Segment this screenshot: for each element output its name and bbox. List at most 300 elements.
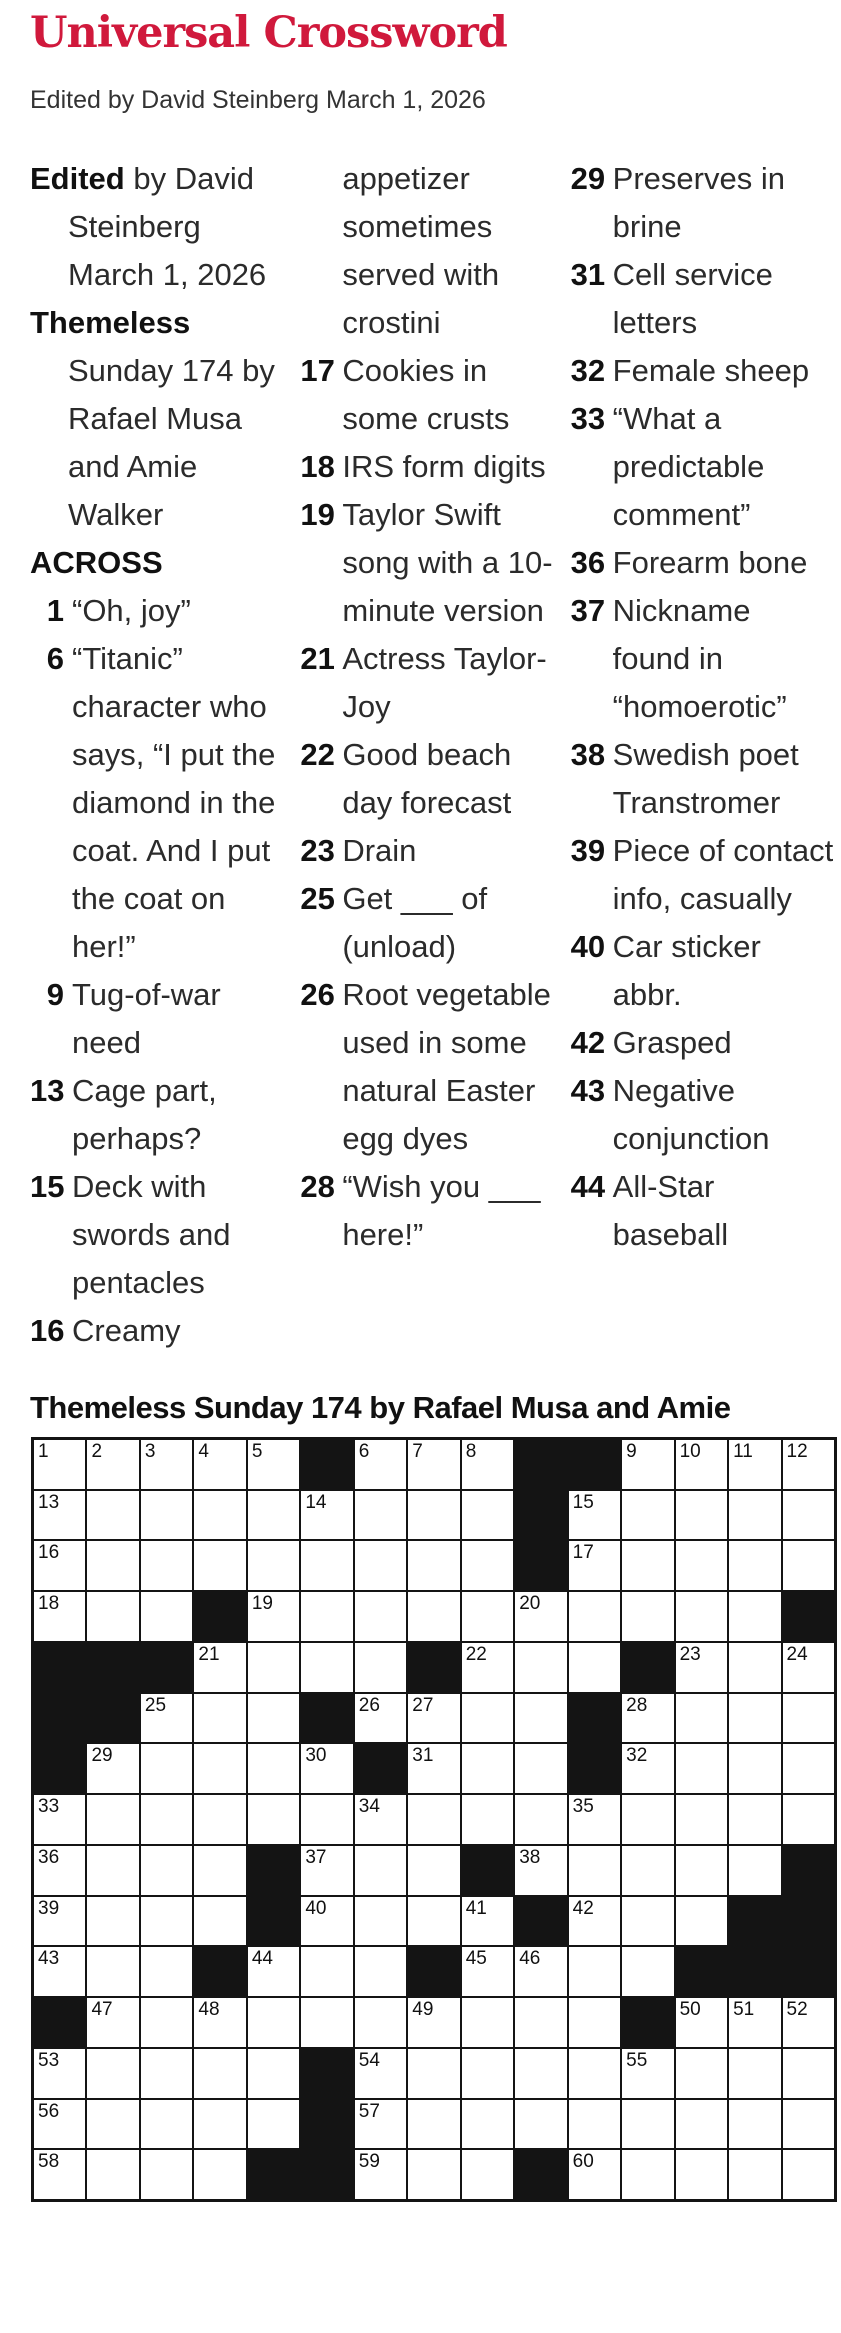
grid-cell-black xyxy=(408,1643,459,1692)
page-title: Universal Crossword xyxy=(30,8,507,58)
cell-number: 18 xyxy=(38,1593,60,1615)
grid-cell[interactable] xyxy=(34,1846,85,1895)
grid-cell[interactable] xyxy=(141,1694,192,1743)
grid-cell[interactable] xyxy=(569,1897,620,1946)
grid-cell[interactable] xyxy=(569,1846,620,1895)
grid-cell[interactable] xyxy=(676,2100,727,2149)
grid-cell[interactable] xyxy=(783,2150,834,2199)
grid-cell[interactable] xyxy=(783,1694,834,1743)
grid-cell[interactable] xyxy=(462,2100,513,2149)
grid-cell[interactable] xyxy=(729,1744,780,1793)
grid-cell[interactable] xyxy=(569,2150,620,2199)
grid-cell[interactable] xyxy=(141,1846,192,1895)
grid-cell[interactable] xyxy=(408,1846,459,1895)
clue-across-36 xyxy=(571,539,835,587)
grid-cell-black xyxy=(569,1744,620,1793)
grid-cell[interactable] xyxy=(248,1440,299,1489)
cell-number: 41 xyxy=(465,1897,487,1919)
clue-across-43 xyxy=(571,1067,835,1163)
grid-cell[interactable] xyxy=(729,2100,780,2149)
grid-cell[interactable] xyxy=(515,1744,566,1793)
clue-across-31 xyxy=(571,251,835,347)
grid-cell[interactable] xyxy=(355,1947,406,1996)
grid-cell[interactable] xyxy=(87,1491,138,1540)
clue-text: Negative conjunction xyxy=(612,1073,770,1156)
grid-cell[interactable] xyxy=(248,1998,299,2047)
grid-cell[interactable] xyxy=(783,1541,834,1590)
clue-across-19 xyxy=(300,491,564,635)
cell-number: 1 xyxy=(38,1441,49,1462)
clue-text: Preserves in brine xyxy=(612,161,785,244)
grid-cell[interactable] xyxy=(783,1795,834,1844)
grid-cell[interactable] xyxy=(34,1897,85,1946)
edited-byline: Edited by David Steinberg March 1, 2026 xyxy=(30,86,486,114)
grid-cell[interactable] xyxy=(355,1998,406,2047)
grid-cell[interactable] xyxy=(408,1795,459,1844)
grid-cell[interactable] xyxy=(676,1694,727,1743)
grid-cell[interactable] xyxy=(462,1491,513,1540)
grid-cell[interactable] xyxy=(408,2049,459,2098)
grid-cell[interactable] xyxy=(194,1795,245,1844)
cell-number: 34 xyxy=(358,1796,380,1818)
grid-cell[interactable] xyxy=(783,1998,834,2047)
grid-cell[interactable] xyxy=(87,1846,138,1895)
grid-cell-black xyxy=(34,1694,85,1743)
grid-cell[interactable] xyxy=(248,1592,299,1641)
clue-text: Piece of contact info, casually xyxy=(612,833,834,916)
clue-number: 23 xyxy=(300,833,335,868)
grid-cell[interactable] xyxy=(141,1795,192,1844)
grid-cell[interactable] xyxy=(622,1897,673,1946)
clue-text: Taylor Swift song with a 10-minute version xyxy=(342,497,553,628)
grid-cell[interactable] xyxy=(622,1947,673,1996)
grid-cell[interactable] xyxy=(355,2100,406,2149)
cell-number: 20 xyxy=(519,1593,541,1615)
grid-cell[interactable] xyxy=(355,2150,406,2199)
grid-cell[interactable] xyxy=(676,1998,727,2047)
grid-cell[interactable] xyxy=(462,1694,513,1743)
clue-number: 43 xyxy=(570,1073,606,1108)
grid-cell[interactable] xyxy=(729,1846,780,1895)
clue-number: 21 xyxy=(300,641,335,676)
grid-cell[interactable] xyxy=(462,1795,513,1844)
grid-cell[interactable] xyxy=(248,1491,299,1540)
cell-number: 52 xyxy=(786,1999,808,2021)
grid-cell[interactable] xyxy=(676,1440,727,1489)
grid-cell[interactable] xyxy=(194,1643,245,1692)
cell-number: 29 xyxy=(91,1745,113,1767)
grid-cell[interactable] xyxy=(194,2150,245,2199)
grid-cell-black xyxy=(462,1846,513,1895)
grid-cell[interactable] xyxy=(515,2100,566,2149)
grid-cell[interactable] xyxy=(355,1643,406,1692)
grid-cell-black xyxy=(569,1694,620,1743)
grid-cell-black xyxy=(783,1592,834,1641)
clue-number: 17 xyxy=(300,353,335,388)
grid-cell[interactable] xyxy=(783,1643,834,1692)
clue-across-37 xyxy=(571,587,835,731)
clue-number: 44 xyxy=(570,1169,606,1204)
grid-cell[interactable] xyxy=(622,1541,673,1590)
grid-cell[interactable] xyxy=(87,2150,138,2199)
grid-cell[interactable] xyxy=(622,2049,673,2098)
grid-cell-black xyxy=(301,1440,352,1489)
grid-cell-black xyxy=(408,1947,459,1996)
grid-cell[interactable] xyxy=(34,1541,85,1590)
grid-cell[interactable] xyxy=(34,1440,85,1489)
grid-cell[interactable] xyxy=(301,1795,352,1844)
grid-cell[interactable] xyxy=(34,1592,85,1641)
cell-number: 42 xyxy=(572,1897,594,1919)
clue-text: Tug-of-war need xyxy=(72,977,221,1060)
grid-cell[interactable] xyxy=(462,1592,513,1641)
grid-cell[interactable] xyxy=(569,1592,620,1641)
grid-cell[interactable] xyxy=(248,2049,299,2098)
grid-cell[interactable] xyxy=(194,1744,245,1793)
clue-across-21 xyxy=(300,635,564,731)
grid-cell[interactable] xyxy=(141,1491,192,1540)
grid-cell-black xyxy=(248,1846,299,1895)
grid-cell-black xyxy=(301,1694,352,1743)
grid-cell[interactable] xyxy=(515,1998,566,2047)
grid-cell-black xyxy=(515,1541,566,1590)
cell-number: 36 xyxy=(38,1846,60,1868)
cell-number: 9 xyxy=(626,1441,637,1462)
grid-cell[interactable] xyxy=(87,1541,138,1590)
cell-number: 23 xyxy=(679,1643,701,1665)
cell-number: 47 xyxy=(91,1999,113,2021)
grid-cell[interactable] xyxy=(462,1643,513,1692)
grid-cell[interactable] xyxy=(87,1897,138,1946)
grid-cell[interactable] xyxy=(729,1643,780,1692)
cell-number: 19 xyxy=(251,1593,273,1615)
grid-cell[interactable] xyxy=(783,1440,834,1489)
grid-cell[interactable] xyxy=(622,1744,673,1793)
grid-cell[interactable] xyxy=(34,1947,85,1996)
grid-cell[interactable] xyxy=(622,1440,673,1489)
grid-cell[interactable] xyxy=(676,1541,727,1590)
grid-cell-black xyxy=(34,1998,85,2047)
grid-cell[interactable] xyxy=(783,2100,834,2149)
cell-number: 31 xyxy=(412,1745,434,1767)
clue-number: 25 xyxy=(300,881,335,916)
grid-cell[interactable] xyxy=(194,1440,245,1489)
grid-cell[interactable] xyxy=(515,1846,566,1895)
grid-cell[interactable] xyxy=(462,2150,513,2199)
grid-cell[interactable] xyxy=(194,1541,245,1590)
clue-across-28 xyxy=(300,1163,564,1259)
grid-cell[interactable] xyxy=(34,2049,85,2098)
grid-cell[interactable] xyxy=(248,1744,299,1793)
grid-cell[interactable] xyxy=(676,2049,727,2098)
grid-cell[interactable] xyxy=(622,1694,673,1743)
grid-cell[interactable] xyxy=(729,1491,780,1540)
cell-number: 12 xyxy=(786,1441,808,1462)
grid-cell[interactable] xyxy=(515,1947,566,1996)
grid-cell[interactable] xyxy=(408,2150,459,2199)
grid-cell[interactable] xyxy=(194,1998,245,2047)
grid-cell[interactable] xyxy=(301,1491,352,1540)
grid-cell[interactable] xyxy=(355,2049,406,2098)
clue-number: 42 xyxy=(570,1025,606,1060)
cell-number: 24 xyxy=(786,1643,808,1665)
grid-cell[interactable] xyxy=(462,1998,513,2047)
grid-cell[interactable] xyxy=(141,1592,192,1641)
grid-cell[interactable] xyxy=(462,1897,513,1946)
grid-cell[interactable] xyxy=(569,1795,620,1844)
grid-cell[interactable] xyxy=(87,1440,138,1489)
grid-cell[interactable] xyxy=(729,1998,780,2047)
grid-cell[interactable] xyxy=(569,1643,620,1692)
grid-cell[interactable] xyxy=(676,1592,727,1641)
grid-cell[interactable] xyxy=(622,1491,673,1540)
grid-cell[interactable] xyxy=(569,1491,620,1540)
grid-cell[interactable] xyxy=(569,1998,620,2047)
grid-cell[interactable] xyxy=(87,2049,138,2098)
grid-cell[interactable] xyxy=(783,1491,834,1540)
grid-cell[interactable] xyxy=(248,1643,299,1692)
byline-bold-word: Edited xyxy=(30,161,125,196)
clue-across-42 xyxy=(571,1019,835,1067)
cell-number: 39 xyxy=(38,1897,60,1919)
grid-cell[interactable] xyxy=(355,1592,406,1641)
cell-number: 5 xyxy=(251,1441,263,1462)
cell-number: 17 xyxy=(572,1542,594,1564)
clue-across-29 xyxy=(571,155,835,251)
cell-number: 11 xyxy=(733,1441,753,1462)
clue-across-26 xyxy=(300,971,564,1163)
grid-cell[interactable] xyxy=(408,1998,459,2047)
grid-cell[interactable] xyxy=(141,1998,192,2047)
clue-text: Grasped xyxy=(612,1025,732,1060)
grid-cell[interactable] xyxy=(248,2100,299,2149)
cell-number: 13 xyxy=(38,1491,60,1513)
grid-cell-black xyxy=(248,2150,299,2199)
grid-cell[interactable] xyxy=(408,1440,459,1489)
grid-cell[interactable] xyxy=(87,1592,138,1641)
grid-cell[interactable] xyxy=(676,1846,727,1895)
cell-number: 55 xyxy=(626,2049,648,2071)
grid-cell[interactable] xyxy=(408,1744,459,1793)
clue-column-1 xyxy=(30,155,294,1355)
grid-cell-black xyxy=(301,2150,352,2199)
grid-cell[interactable] xyxy=(569,2100,620,2149)
grid-cell[interactable] xyxy=(34,1491,85,1540)
clue-text: All-Star baseball xyxy=(612,1169,729,1252)
grid-cell-black xyxy=(194,1947,245,1996)
clue-number: 22 xyxy=(300,737,335,772)
cell-number: 38 xyxy=(519,1846,541,1868)
grid-cell[interactable] xyxy=(301,1643,352,1692)
grid-cell[interactable] xyxy=(301,1897,352,1946)
grid-cell[interactable] xyxy=(87,2100,138,2149)
grid-cell[interactable] xyxy=(408,1541,459,1590)
grid-cell[interactable] xyxy=(622,2100,673,2149)
clue-column-3 xyxy=(571,155,835,1355)
clue-text: Drain xyxy=(342,833,417,868)
clue-across-25 xyxy=(300,875,564,971)
grid-cell[interactable] xyxy=(301,1541,352,1590)
grid-cell[interactable] xyxy=(729,1694,780,1743)
grid-cell[interactable] xyxy=(408,1897,459,1946)
grid-cell[interactable] xyxy=(87,1744,138,1793)
clue-across-1 xyxy=(30,587,294,635)
grid-cell[interactable] xyxy=(301,1744,352,1793)
grid-cell-black xyxy=(87,1643,138,1692)
grid-cell[interactable] xyxy=(676,1643,727,1692)
grid-cell[interactable] xyxy=(729,1592,780,1641)
cell-number: 2 xyxy=(91,1441,103,1462)
grid-cell[interactable] xyxy=(729,1541,780,1590)
grid-cell[interactable] xyxy=(622,1846,673,1895)
grid-cell[interactable] xyxy=(141,1947,192,1996)
grid-cell-black xyxy=(515,1440,566,1489)
grid-cell[interactable] xyxy=(408,1694,459,1743)
grid-cell[interactable] xyxy=(783,2049,834,2098)
grid-cell[interactable] xyxy=(676,1795,727,1844)
grid-cell[interactable] xyxy=(462,1947,513,1996)
clue-text: Swedish poet Transtromer xyxy=(612,737,799,820)
clue-across-18 xyxy=(300,443,564,491)
clue-text: Car sticker abbr. xyxy=(612,929,761,1012)
clue-text: Creamy xyxy=(72,1313,181,1348)
clue-number: 38 xyxy=(570,737,606,772)
grid-cell[interactable] xyxy=(355,1897,406,1946)
grid-cell[interactable] xyxy=(141,2100,192,2149)
grid-cell[interactable] xyxy=(515,1795,566,1844)
clue-text: “Oh, joy” xyxy=(72,593,191,628)
clue-across-13 xyxy=(30,1067,294,1163)
grid-cell[interactable] xyxy=(462,1440,513,1489)
grid-cell[interactable] xyxy=(676,1491,727,1540)
grid-cell[interactable] xyxy=(729,2049,780,2098)
grid-cell[interactable] xyxy=(729,1440,780,1489)
grid-cell[interactable] xyxy=(194,1846,245,1895)
clue-text: Get ___ of (unload) xyxy=(342,881,488,964)
grid-cell[interactable] xyxy=(141,1440,192,1489)
grid-cell[interactable] xyxy=(622,1795,673,1844)
grid-cell[interactable] xyxy=(301,1846,352,1895)
cell-number: 35 xyxy=(572,1796,594,1818)
grid-cell[interactable] xyxy=(355,1440,406,1489)
clue-number: 18 xyxy=(300,449,335,484)
grid-cell[interactable] xyxy=(462,1541,513,1590)
grid-cell-black xyxy=(515,1897,566,1946)
grid-cell[interactable] xyxy=(248,1947,299,1996)
grid-cell[interactable] xyxy=(194,1897,245,1946)
grid-cell[interactable] xyxy=(301,1947,352,1996)
grid-cell[interactable] xyxy=(248,1795,299,1844)
cell-number: 50 xyxy=(679,1999,701,2021)
grid-cell-black xyxy=(515,2150,566,2199)
grid-cell[interactable] xyxy=(515,1694,566,1743)
grid-cell[interactable] xyxy=(515,2049,566,2098)
clue-columns xyxy=(30,155,835,1355)
clue-text: IRS form digits xyxy=(342,449,546,484)
cell-number: 45 xyxy=(465,1948,487,1970)
clue-text: Good beach day forecast xyxy=(342,737,512,820)
cell-number: 6 xyxy=(358,1441,370,1462)
grid-cell[interactable] xyxy=(408,2100,459,2149)
grid-cell[interactable] xyxy=(301,1998,352,2047)
grid-cell[interactable] xyxy=(301,1592,352,1641)
clue-column-2 xyxy=(300,155,564,1355)
grid-cell-black xyxy=(783,1947,834,1996)
clue-number: 37 xyxy=(570,593,606,628)
grid-cell[interactable] xyxy=(515,1643,566,1692)
grid-cell[interactable] xyxy=(87,1795,138,1844)
grid-cell[interactable] xyxy=(141,1541,192,1590)
grid-cell[interactable] xyxy=(34,2100,85,2149)
grid-cell[interactable] xyxy=(355,1694,406,1743)
grid-cell-black xyxy=(87,1694,138,1743)
grid-cell[interactable] xyxy=(248,1541,299,1590)
grid-cell[interactable] xyxy=(194,2049,245,2098)
grid-cell[interactable] xyxy=(676,1897,727,1946)
cell-number: 25 xyxy=(144,1694,167,1716)
grid-cell[interactable] xyxy=(729,2150,780,2199)
grid-cell[interactable] xyxy=(355,1541,406,1590)
cell-number: 14 xyxy=(305,1491,327,1513)
grid-cell-black xyxy=(783,1846,834,1895)
grid-cell[interactable] xyxy=(622,1592,673,1641)
clue-number: 15 xyxy=(30,1169,65,1204)
grid-cell-black xyxy=(301,2100,352,2149)
grid-cell[interactable] xyxy=(729,1795,780,1844)
grid-cell[interactable] xyxy=(408,1491,459,1540)
grid-cell[interactable] xyxy=(141,1744,192,1793)
grid-cell[interactable] xyxy=(194,2100,245,2149)
grid-cell[interactable] xyxy=(141,2049,192,2098)
grid-cell[interactable] xyxy=(569,2049,620,2098)
clue-number xyxy=(300,155,334,347)
clue-number: 40 xyxy=(570,929,606,964)
grid-cell[interactable] xyxy=(355,1491,406,1540)
clue-text: Cell service letters xyxy=(612,257,773,340)
cell-number: 10 xyxy=(679,1441,701,1462)
cell-number: 3 xyxy=(144,1441,156,1462)
grid-cell[interactable] xyxy=(194,1694,245,1743)
clue-across-44 xyxy=(571,1163,835,1259)
grid-cell[interactable] xyxy=(462,2049,513,2098)
grid-cell[interactable] xyxy=(355,1795,406,1844)
grid-cell[interactable] xyxy=(248,1694,299,1743)
cell-number: 16 xyxy=(38,1542,60,1564)
cell-number: 53 xyxy=(38,2049,60,2071)
grid-cell[interactable] xyxy=(87,1947,138,1996)
cell-number: 59 xyxy=(358,2151,380,2173)
grid-cell[interactable] xyxy=(569,1541,620,1590)
grid-cell[interactable] xyxy=(355,1846,406,1895)
grid-cell[interactable] xyxy=(408,1592,459,1641)
grid-cell[interactable] xyxy=(87,1998,138,2047)
grid-cell[interactable] xyxy=(462,1744,513,1793)
grid-cell[interactable] xyxy=(141,2150,192,2199)
grid-cell[interactable] xyxy=(676,2150,727,2199)
grid-cell[interactable] xyxy=(569,1947,620,1996)
grid-cell[interactable] xyxy=(34,1795,85,1844)
grid-cell[interactable] xyxy=(34,2150,85,2199)
grid-cell[interactable] xyxy=(622,2150,673,2199)
grid-cell[interactable] xyxy=(676,1744,727,1793)
grid-cell[interactable] xyxy=(141,1897,192,1946)
grid-cell[interactable] xyxy=(515,1592,566,1641)
byline-bold-word: Themeless xyxy=(30,305,191,340)
clue-number: 1 xyxy=(46,593,64,628)
grid-cell-black xyxy=(34,1643,85,1692)
grid-cell[interactable] xyxy=(194,1491,245,1540)
grid-cell[interactable] xyxy=(783,1744,834,1793)
